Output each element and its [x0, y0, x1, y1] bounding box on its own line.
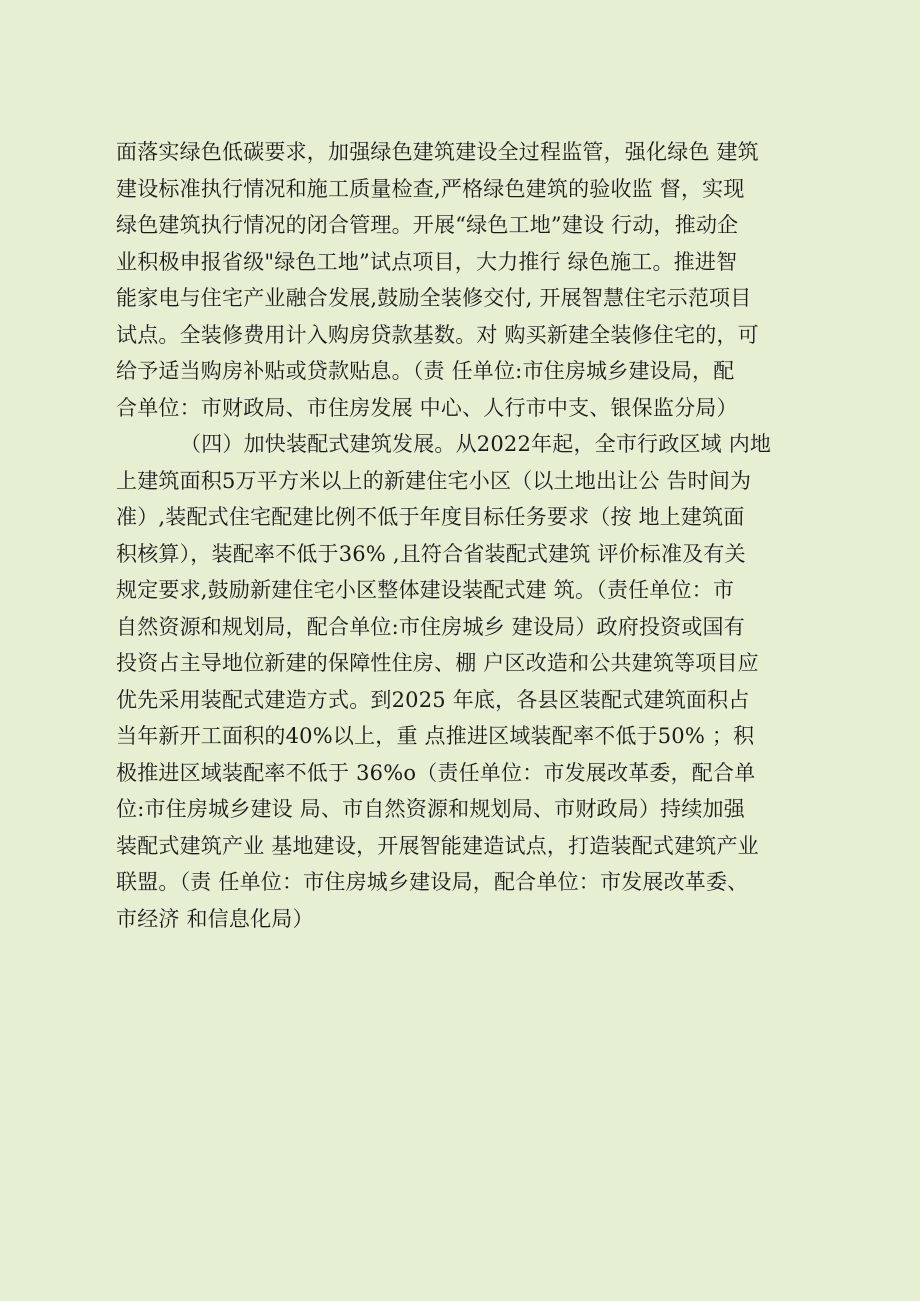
text-line: 联盟。（责 任单位：市住房城乡建设局，配合单位：市发展改革委、 [116, 870, 749, 894]
text-line: 位:市住房城乡建设 局、市自然资源和规划局、市财政局）持续加强 [116, 797, 745, 821]
text-line: 面落实绿色低碳要求，加强绿色建筑建设全过程监管，强化绿色 建筑 [116, 140, 759, 164]
text-line: 装配式建筑产业 基地建设，开展智能建造试点，打造装配式建筑产业 [116, 833, 759, 858]
text-line: 业积极申报省级"绿色工地”试点项目，大力推行 绿色施工。推进智 [116, 249, 738, 274]
text-line: 市经济 和信息化局） [116, 906, 314, 931]
text-line: 投资占主导地位新建的保障性住房、棚 户区改造和公共建筑等项目应 [116, 651, 759, 675]
text-line: 准）,装配式住宅配建比例不低于年度目标任务要求（按 地上建筑面 [116, 505, 745, 529]
text-line: 上建筑面积5万平方米以上的新建住宅小区（以土地出让公 告时间为 [116, 468, 752, 493]
text-line: 极推进区域装配率不低于 36%o（责任单位：市发展改革委，配合单 [116, 760, 756, 785]
text-line: 建设标准执行情况和施工质量检查,严格绿色建筑的验收监 督，实现 [116, 176, 745, 201]
text-line: 绿色建筑执行情况的闭合管理。开展“绿色工地”建设 行动，推动企 [116, 213, 739, 237]
section-heading-line: （四）加快装配式建筑发展。从2022年起，全市行政区域 内地 [180, 432, 772, 456]
text-line: 试点。全装修费用计入购房贷款基数。对 购买新建全装修住宅的，可 [116, 322, 759, 347]
document-body [116, 134, 816, 937]
text-line: 积核算），装配率不低于36% ,且符合省装配式建筑 评价标准及有关 [116, 541, 746, 566]
text-line: 自然资源和规划局，配合单位:市住房城乡 建设局）政府投资或国有 [116, 614, 745, 639]
text-line: 能家电与住宅产业融合发展,鼓励全装修交付, 开展智慧住宅示范项目 [116, 286, 752, 310]
text-line: 优先采用装配式建造方式。到2025 年底，各县区装配式建筑面积占 [116, 687, 750, 712]
text-line: 合单位：市财政局、市住房发展 中心、人行市中支、银保监分局） [116, 395, 738, 420]
text-line: 规定要求,鼓励新建住宅小区整体建设装配式建 筑。（责任单位：市 [116, 578, 735, 602]
text-line: 给予适当购房补贴或贷款贴息。（责 任单位:市住房城乡建设局，配 [116, 359, 735, 383]
text-line: 当年新开工面积的40%以上，重 点推进区域装配率不低于50% ；积 [116, 724, 755, 748]
